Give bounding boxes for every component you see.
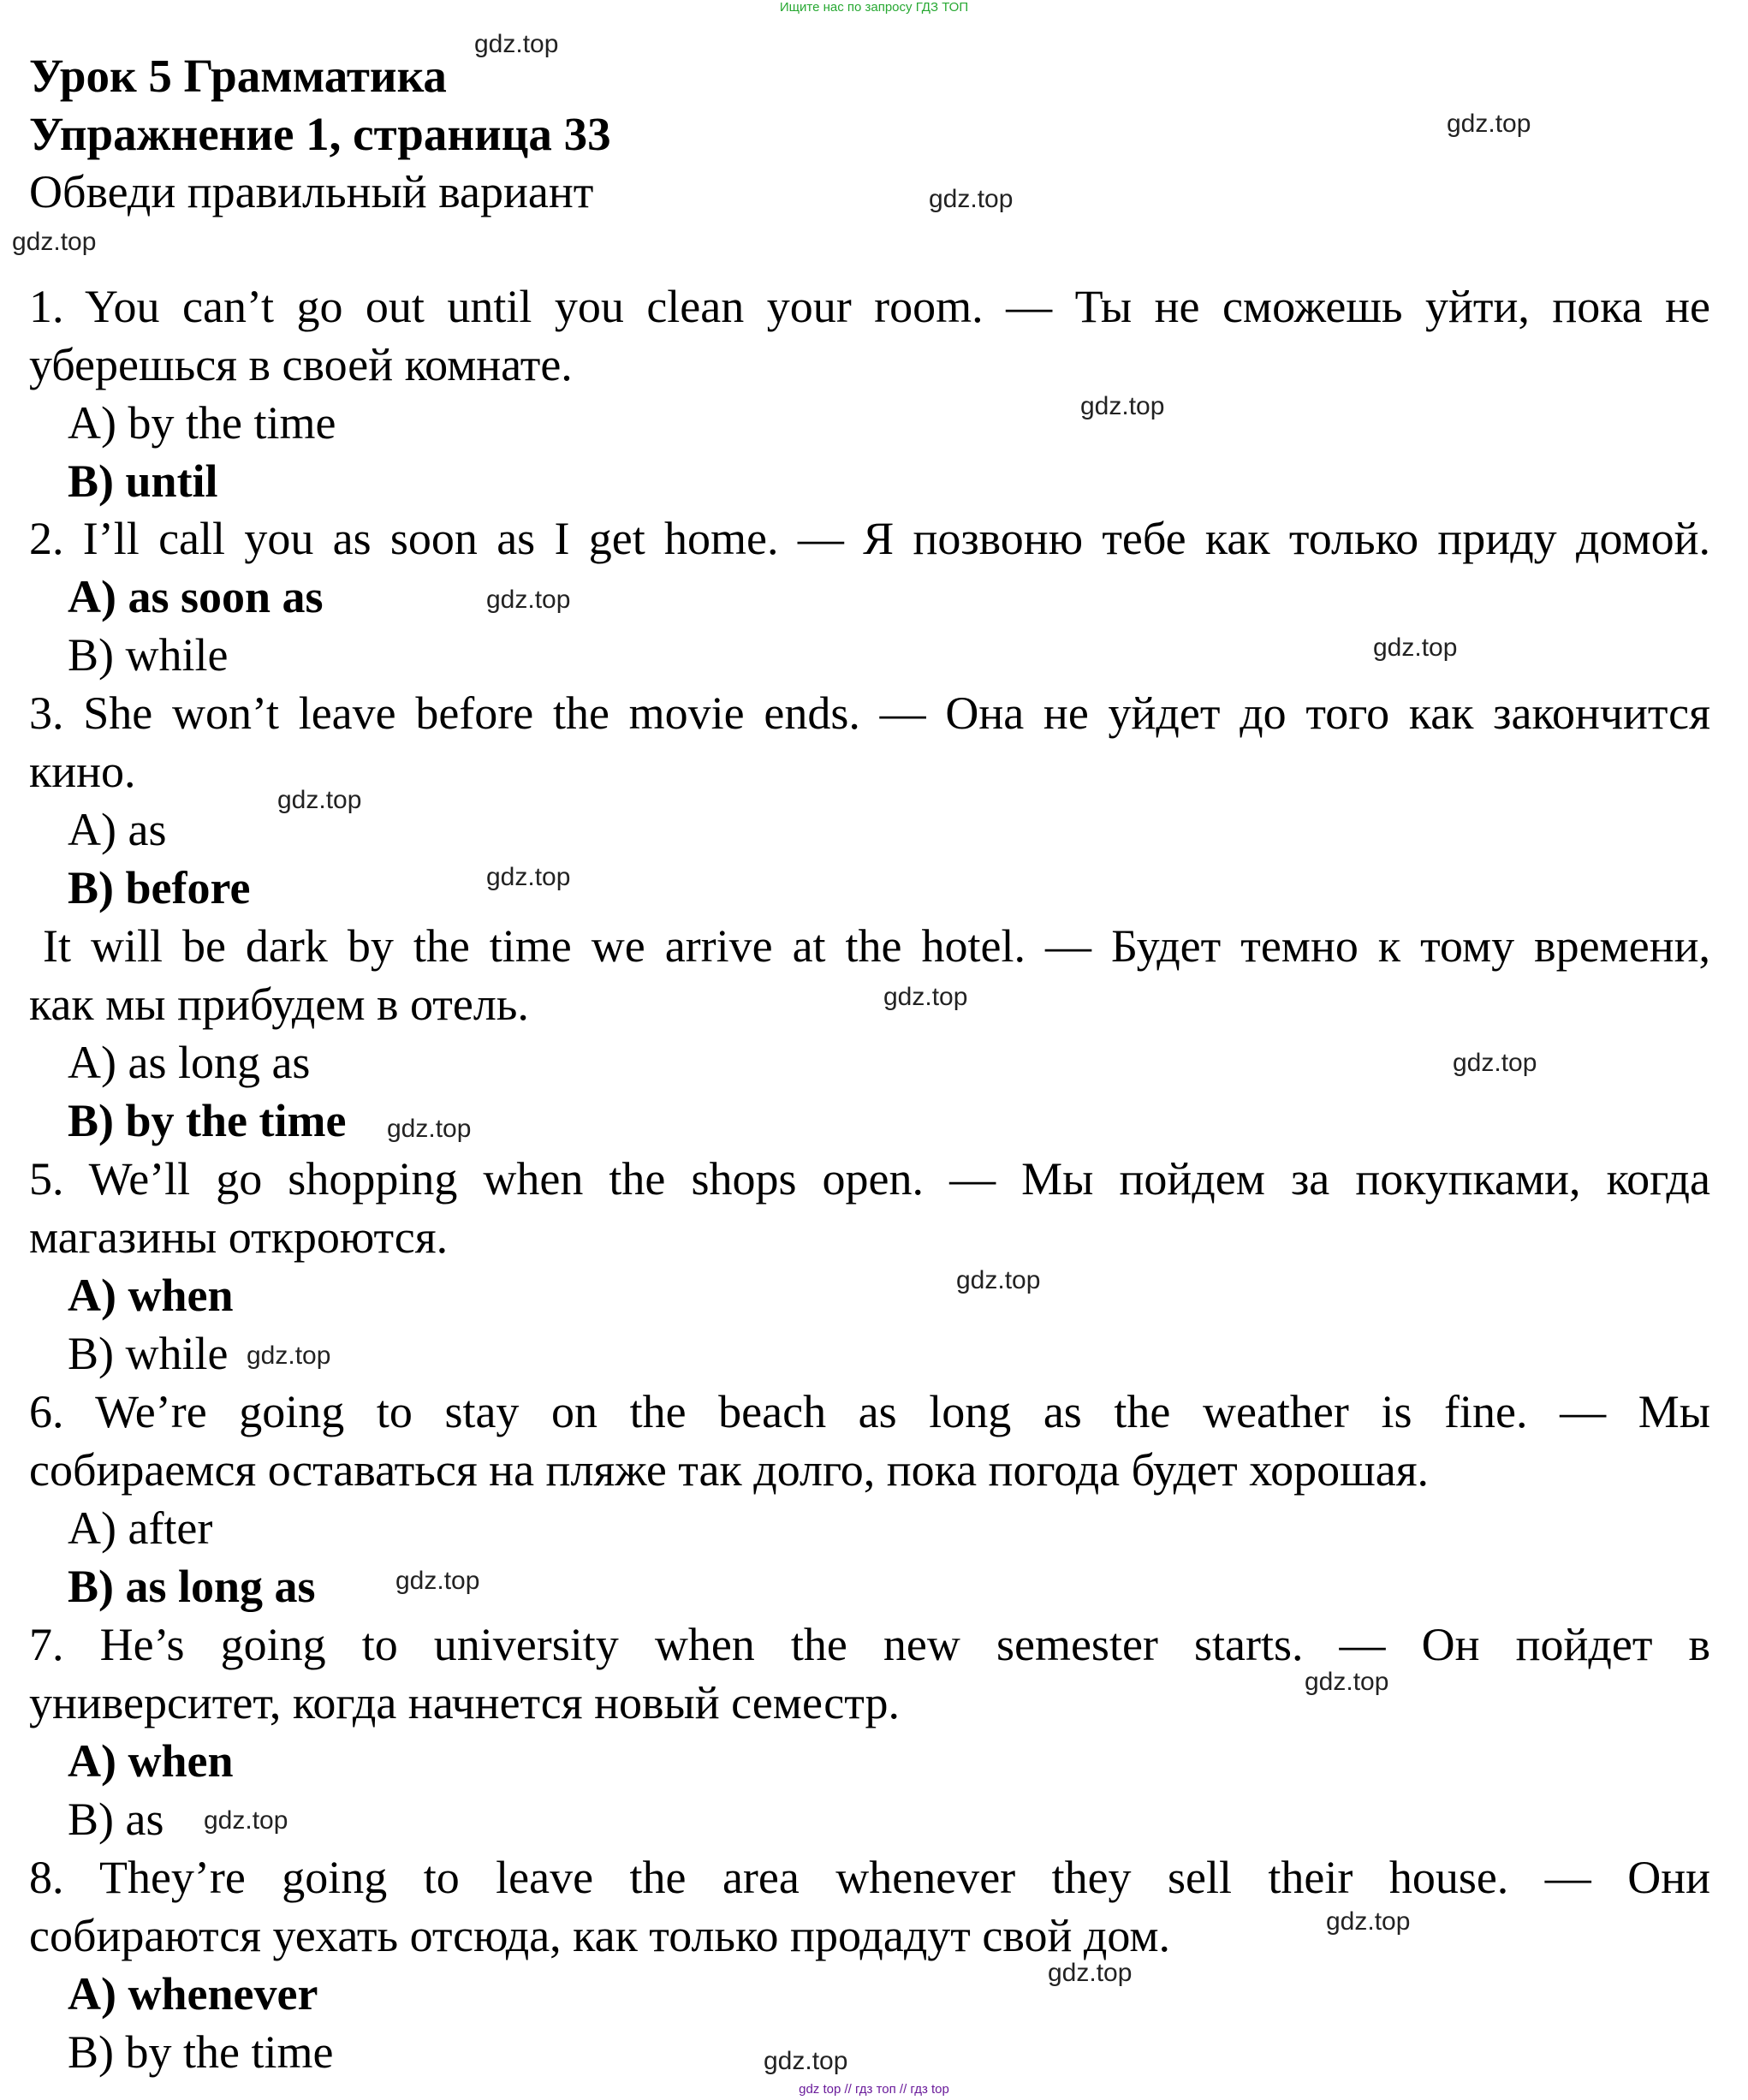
item-6-option-a: A) after — [68, 1502, 213, 1554]
item-5-option-b: B) while — [68, 1328, 229, 1379]
watermark: gdz.top — [1326, 1907, 1411, 1936]
watermark: gdz.top — [1048, 1959, 1133, 1987]
item-6-option-b: B) as long as — [68, 1561, 316, 1612]
item-7-sentence: 7. He’s going to university when the new semester starts. — Он пойдет в — [29, 1619, 1710, 1670]
bottom-banner: gdz top // гдз топ // гдз top — [799, 2082, 949, 2097]
item-8-option-b: B) by the time — [68, 2026, 334, 2078]
item-6-sentence: 6. We’re going to stay on the beach as long as the weather is fine. — Мы — [29, 1386, 1710, 1437]
item-4-sentence: It will be dark by the time we arrive at the hotel. — Будет темно к тому времени, — [43, 920, 1710, 972]
item-2-option-a: A) as soon as — [68, 571, 324, 622]
watermark: gdz.top — [247, 1342, 331, 1370]
watermark: gdz.top — [883, 983, 968, 1011]
watermark: gdz.top — [956, 1266, 1041, 1294]
item-5-translation: магазины откроются. — [29, 1211, 449, 1263]
watermark: gdz.top — [1447, 110, 1531, 138]
item-2-sentence: 2. I’ll call you as soon as I get home. — Я позвоню тебе как только приду домой. — [29, 513, 1710, 564]
item-1-option-b: B) until — [68, 455, 218, 507]
item-3-sentence: 3. She won’t leave before the movie ends. — Она не уйдет до того как закончится — [29, 687, 1710, 739]
item-7-option-a: A) when — [68, 1735, 234, 1787]
exercise-title: Упражнение 1, страница 33 — [29, 108, 611, 160]
watermark: gdz.top — [764, 2047, 848, 2075]
watermark: gdz.top — [474, 30, 559, 58]
watermark: gdz.top — [486, 863, 571, 891]
lesson-title: Урок 5 Грамматика — [29, 50, 447, 102]
item-8-sentence: 8. They’re going to leave the area whenever they sell their house. — Они — [29, 1852, 1710, 1903]
watermark: gdz.top — [1305, 1668, 1389, 1696]
watermark: gdz.top — [387, 1115, 472, 1143]
item-7-option-b: B) as — [68, 1794, 164, 1845]
watermark: gdz.top — [204, 1806, 288, 1835]
item-3-option-a: A) as — [68, 804, 167, 855]
item-4-option-b: B) by the time — [68, 1095, 347, 1146]
watermark: gdz.top — [486, 586, 571, 614]
item-5-sentence: 5. We’ll go shopping when the shops open. — Мы пойдем за покупками, когда — [29, 1153, 1710, 1205]
watermark: gdz.top — [1080, 392, 1165, 420]
item-8-translation: собираются уехать отсюда, как только продадут свой дом. — [29, 1910, 1171, 1961]
item-1-option-a: A) by the time — [68, 397, 336, 449]
item-6-translation: собираемся оставаться на пляже так долго, пока погода будет хорошая. — [29, 1444, 1430, 1496]
item-3-translation: кино. — [29, 746, 136, 797]
item-5-option-a: A) when — [68, 1270, 234, 1321]
item-3-option-b: B) before — [68, 862, 251, 913]
watermark: gdz.top — [12, 228, 97, 256]
watermark: gdz.top — [395, 1567, 480, 1595]
item-4-option-a: A) as long as — [68, 1037, 311, 1088]
instruction: Обведи правильный вариант — [29, 166, 594, 217]
item-7-translation: университет, когда начнется новый семестр. — [29, 1677, 900, 1728]
item-4-translation: как мы прибудем в отель. — [29, 979, 529, 1030]
item-1-translation: уберешься в своей комнате. — [29, 339, 573, 390]
top-banner: Ищите нас по запросу ГДЗ ТОП — [779, 0, 969, 15]
item-8-option-a: A) whenever — [68, 1968, 318, 2020]
watermark: gdz.top — [929, 185, 1014, 213]
item-1-sentence: 1. You can’t go out until you clean your room. — Ты не сможешь уйти, пока не — [29, 281, 1710, 332]
watermark: gdz.top — [277, 786, 362, 814]
watermark: gdz.top — [1373, 634, 1458, 662]
item-2-option-b: B) while — [68, 629, 229, 681]
watermark: gdz.top — [1453, 1049, 1537, 1077]
